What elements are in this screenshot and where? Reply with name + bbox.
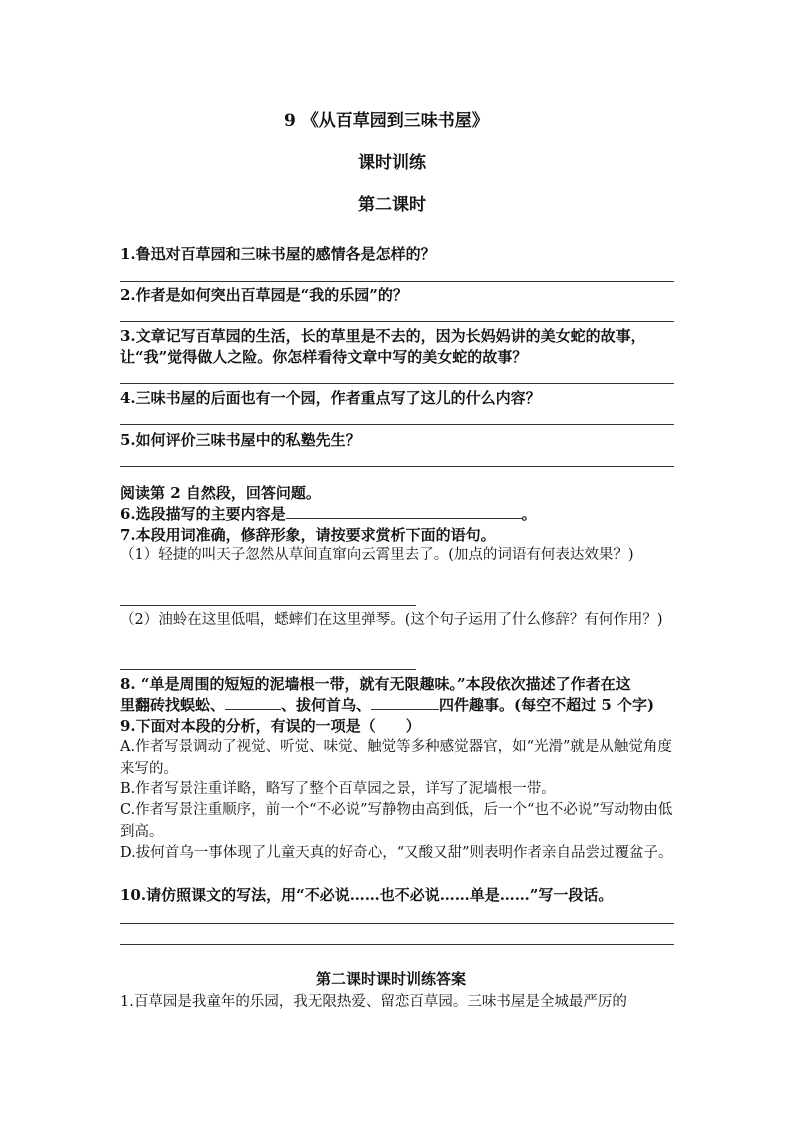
answer-1: 1.百草园是我童年的乐园，我无限热爱、留恋百草园。三味书屋是全城最严厉的 [120, 994, 627, 1010]
fill-blank [286, 504, 522, 519]
question-8-text-c: 四件趣事。(每空不超过 5 个字) [439, 696, 655, 714]
question-9-option-d: D.拔何首乌一事体现了儿童天真的好奇心，“又酸又甜”则表明作者亲自品尝过覆盆子。 [120, 845, 673, 861]
fill-blank [371, 695, 439, 710]
answer-line [120, 383, 674, 384]
question-9: 9.下面对本段的分析，有误的一项是（ ） [120, 717, 421, 735]
question-6 [120, 503, 537, 524]
answer-line [120, 281, 674, 282]
question-7: 7.本段用词准确，修辞形象，请按要求赏析下面的语句。 [120, 526, 496, 544]
answer-line [120, 944, 674, 945]
question-6-text: 6.选段描写的主要内容是 [120, 505, 286, 523]
answer-line [120, 605, 416, 606]
question-9-option-a: A.作者写景调动了视觉、听觉、味觉、触觉等多种感觉器官，如“光滑”就是从触觉角度来写的。 [120, 739, 672, 777]
question-9-option-b: B.作者写景注重详略，略写了整个百草园之景，详写了泥墙根一带。 [120, 781, 556, 797]
answer-line [120, 669, 416, 670]
question-10: 10.请仿照课文的写法，用“不必说……也不必说……单是……”写一段话。 [120, 886, 614, 904]
worksheet-title: 9 《从百草园到三味书屋》 [284, 111, 489, 131]
answer-line [120, 466, 674, 467]
question-4: 4.三味书屋的后面也有一个园，作者重点写了这儿的什么内容？ [120, 389, 541, 407]
answers-heading: 第二课时课时训练答案 [316, 970, 467, 988]
question-9-option-c: C.作者写景注重顺序，前一个“不必说”写静物由高到低，后一个“也不必说”写动物由低到高。 [120, 802, 673, 840]
fill-blank [225, 695, 281, 710]
answer-line [120, 923, 674, 924]
question-8-line2 [120, 694, 654, 715]
question-3-line1: 3.文章记写百草园的生活，长的草里是不去的，因为长妈妈讲的美女蛇的故事， [120, 327, 646, 345]
question-3-line2: 让“我”觉得做人之险。你怎样看待文章中写的美女蛇的故事？ [120, 348, 528, 366]
answer-line [120, 424, 674, 425]
question-6-end: 。 [521, 505, 537, 523]
question-8-text-b: 、拔何首乌、 [281, 696, 372, 714]
reading-intro: 阅读第 2 自然段，回答问题。 [120, 484, 321, 502]
question-7-item-2: （2）油蛉在这里低唱，蟋蟀们在这里弹琴。(这个句子运用了什么修辞？有何作用？) [120, 612, 663, 628]
question-5: 5.如何评价三味书屋中的私塾先生？ [120, 431, 361, 449]
worksheet-subtitle: 课时训练 [358, 153, 426, 173]
question-8-line1: 8. “单是周围的短短的泥墙根一带，就有无限趣味。”本段依次描述了作者在这 [120, 675, 631, 693]
question-1: 1.鲁迅对百草园和三味书屋的感情各是怎样的？ [120, 245, 436, 263]
lesson-label: 第二课时 [358, 195, 426, 215]
question-2: 2.作者是如何突出百草园是“我的乐园”的？ [120, 286, 408, 304]
answer-line [120, 321, 674, 322]
question-8-text-a: 里翻砖找蜈蚣、 [120, 696, 226, 714]
question-7-item-1: （1）轻捷的叫天子忽然从草间直窜向云霄里去了。(加点的词语有何表达效果？) [120, 547, 634, 563]
